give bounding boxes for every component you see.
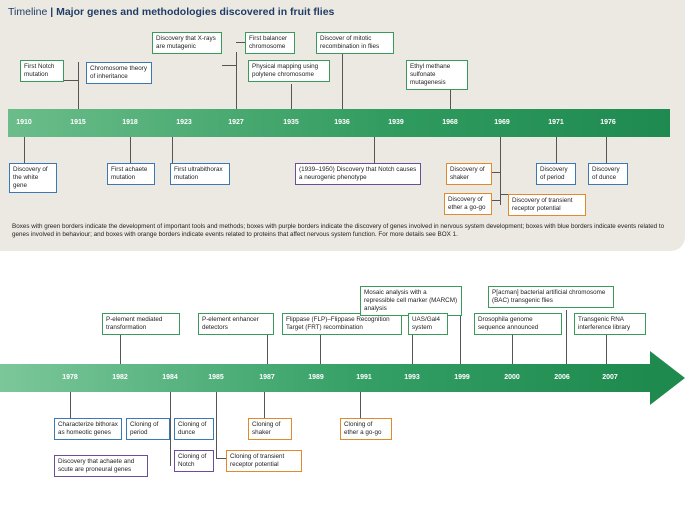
box-xrays-mutagenic: Discovery that X-rays are mutagenic <box>152 32 222 54</box>
connector <box>492 172 500 173</box>
connector <box>264 392 265 418</box>
connector <box>120 334 121 364</box>
timeline2-year-2000: 2000 <box>504 374 520 381</box>
box-polytene-mapping: Physical mapping using polytene chromosome <box>248 60 330 82</box>
connector <box>606 334 607 364</box>
box-mitotic-recombination: Discover of mitotic recombination in flies <box>316 32 394 54</box>
box-ultrabithorax-mutation: First ultrabithorax mutation <box>170 163 230 185</box>
connector <box>216 458 226 459</box>
connector <box>512 334 513 364</box>
connector <box>24 137 25 163</box>
timeline2-year-1982: 1982 <box>112 374 128 381</box>
connector <box>450 88 451 109</box>
timeline2-year-1989: 1989 <box>308 374 324 381</box>
timeline2-year-1991: 1991 <box>356 374 372 381</box>
connector <box>460 310 461 364</box>
timeline-band-2 <box>0 364 650 392</box>
timeline1-year-1939: 1939 <box>388 119 404 126</box>
figure-title <box>8 6 334 18</box>
timeline1-year-1968: 1968 <box>442 119 458 126</box>
connector <box>236 52 237 109</box>
box-white-gene: Discovery of the white gene <box>9 163 57 193</box>
box-notch-neurogenic: (1939–1950) Discovery that Notch causes a neurogenic phenotype <box>295 163 421 185</box>
connector <box>566 310 567 364</box>
timeline2-year-1985: 1985 <box>208 374 224 381</box>
box-cloning-dunce: Cloning of dunce <box>174 418 214 440</box>
connector <box>291 84 292 109</box>
timeline2-year-2006: 2006 <box>554 374 570 381</box>
connector <box>606 137 607 163</box>
timeline1-year-1910: 1910 <box>16 119 32 126</box>
timeline1-year-1971: 1971 <box>548 119 564 126</box>
box-ems-mutagenesis: Ethyl methane sulfonate mutagenesis <box>406 60 468 90</box>
connector <box>342 52 343 109</box>
legend-text: Boxes with green borders indicate the development of important tools and methods; boxes with purple borders indicate the discovery of genes involved in nervous system development; boxes with blue borders indicate events related to genes involved in behaviour; and boxes with orange borders indicate events related to proteins that affect nervous system function. For more details see BOX 1. <box>12 223 665 239</box>
box-p-element-transformation: P-element mediated transformation <box>102 313 180 335</box>
connector <box>374 137 375 163</box>
box-marcm: Mosaic analysis with a repressible cell marker (MARCM) analysis <box>360 286 462 316</box>
connector <box>63 80 78 81</box>
timeline1-year-1927: 1927 <box>228 119 244 126</box>
box-chromosome-theory: Chromosome theory of inheritance <box>86 62 152 84</box>
timeline2-year-1987: 1987 <box>259 374 275 381</box>
connector <box>222 65 236 66</box>
title-separator: | <box>50 6 54 18</box>
box-p-element-enhancer: P-element enhancer detectors <box>198 313 274 335</box>
box-rnai-library: Transgenic RNA interference library <box>574 313 646 335</box>
box-first-notch-mutation: First Notch mutation <box>20 60 64 82</box>
box-discovery-ether-a-go-go: Discovery of ether a go-go <box>444 193 492 215</box>
connector <box>360 392 361 418</box>
connector <box>130 137 131 163</box>
connector <box>267 334 268 364</box>
box-achaete-scute-proneural: Discovery that achaete and scute are proneural genes <box>54 455 148 477</box>
box-pacman-bac: P[acman] bacterial artificial chromosome (BAC) transgenic flies <box>488 286 614 308</box>
connector <box>170 392 171 466</box>
box-balancer-chromosome: First balancer chromosome <box>245 32 295 54</box>
box-cloning-trp: Cloning of transient receptor potential <box>226 450 302 472</box>
timeline1-year-1923: 1923 <box>176 119 192 126</box>
connector <box>78 62 79 109</box>
timeline1-year-1976: 1976 <box>600 119 616 126</box>
connector <box>412 334 413 364</box>
box-achaete-mutation: First achaete mutation <box>107 163 155 185</box>
box-cloning-shaker: Cloning of shaker <box>248 418 292 440</box>
box-discovery-trp: Discovery of transient receptor potential <box>508 194 586 216</box>
timeline1-year-1935: 1935 <box>283 119 299 126</box>
connector <box>320 334 321 364</box>
connector <box>216 392 217 458</box>
box-cloning-period: Cloning of period <box>126 418 170 440</box>
timeline1-year-1936: 1936 <box>334 119 350 126</box>
connector <box>500 194 508 195</box>
box-flp-frt: Flippase (FLP)–Flippase Recognition Target (FRT) recombination <box>282 313 402 335</box>
connector <box>556 137 557 163</box>
timeline1-year-1918: 1918 <box>122 119 138 126</box>
timeline2-year-1978: 1978 <box>62 374 78 381</box>
title-label: Timeline <box>8 6 48 18</box>
box-genome-sequence: Drosophila genome sequence announced <box>474 313 562 335</box>
timeline2-year-1999: 1999 <box>454 374 470 381</box>
box-discovery-dunce: Discovery of dunce <box>588 163 628 185</box>
connector <box>172 137 173 163</box>
box-cloning-notch: Cloning of Notch <box>174 450 214 472</box>
timeline2-year-1993: 1993 <box>404 374 420 381</box>
connector <box>492 200 500 201</box>
title-heading: Major genes and methodologies discovered in fruit flies <box>56 6 335 18</box>
box-bithorax-homeotic: Characterize bithorax as homeotic genes <box>54 418 122 440</box>
timeline-arrowhead <box>650 351 685 405</box>
timeline2-year-1984: 1984 <box>162 374 178 381</box>
box-cloning-ether-a-go-go: Cloning of ether a go-go <box>340 418 392 440</box>
connector <box>70 392 71 418</box>
timeline2-year-2007: 2007 <box>602 374 618 381</box>
timeline1-year-1915: 1915 <box>70 119 86 126</box>
box-discovery-period: Discovery of period <box>536 163 576 185</box>
box-discovery-shaker: Discovery of shaker <box>446 163 492 185</box>
box-uas-gal4: UAS/Gal4 system <box>408 313 448 335</box>
timeline1-year-1969: 1969 <box>494 119 510 126</box>
